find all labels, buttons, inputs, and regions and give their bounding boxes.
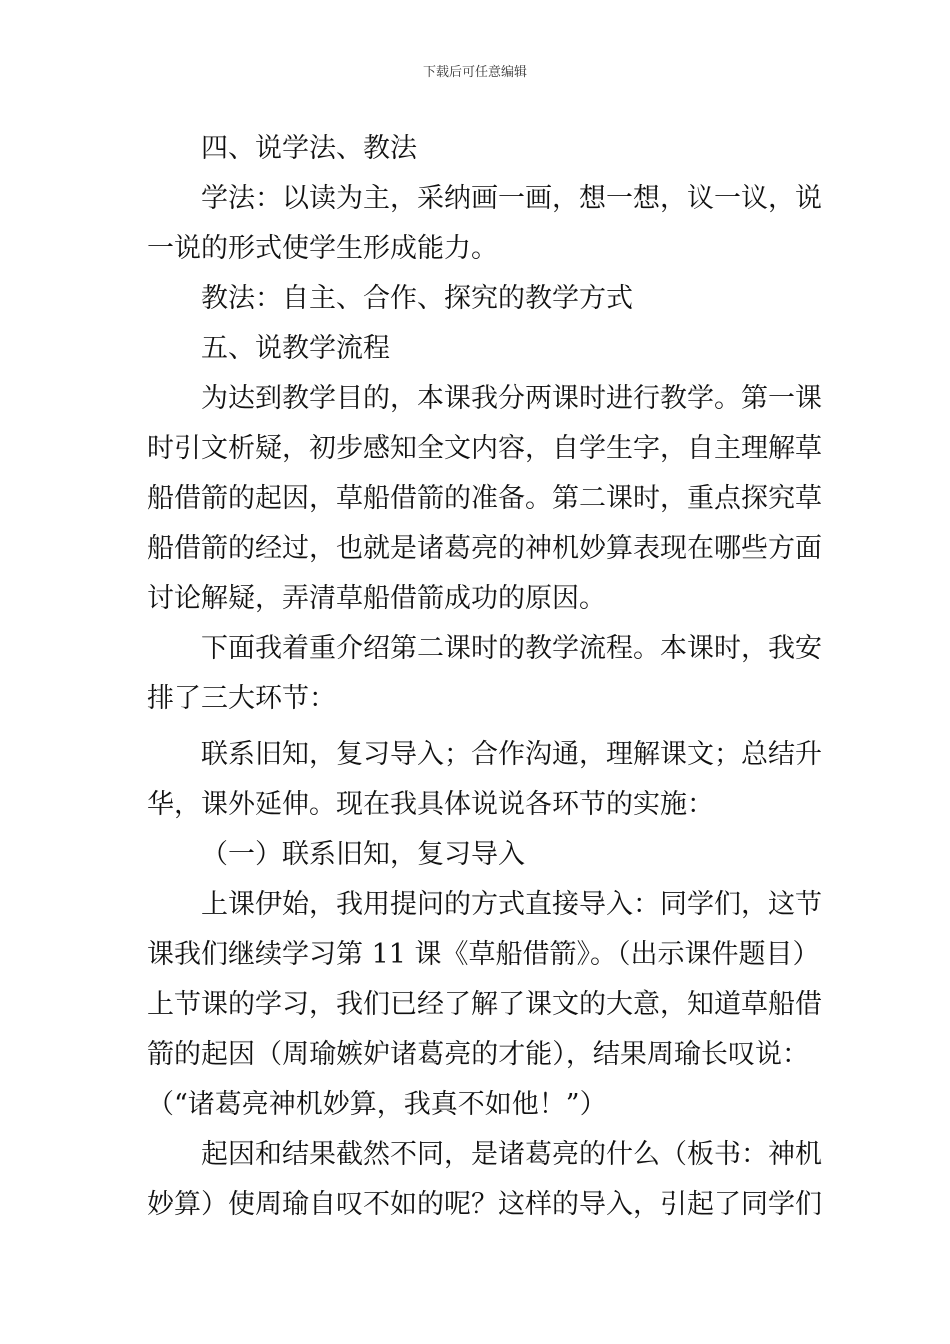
paragraph-line: 学法：以读为主，采纳画一画，想一想，议一议，说 [201,183,822,214]
paragraph-line: 上节课的学习，我们已经了解了课文的大意，知道草船借 [147,989,822,1020]
paragraph-line: 为达到教学目的，本课我分两课时进行教学。第一课 [201,383,822,414]
paragraph-line: 排了三大环节： [147,683,336,714]
paragraph-line: 箭的起因（周瑜嫉妒诸葛亮的才能），结果周瑜长叹说： [147,1039,809,1070]
subsection-heading-1: （一）联系旧知，复习导入 [201,839,525,870]
paragraph-line: 船借箭的起因，草船借箭的准备。第二课时，重点探究草 [147,483,822,514]
paragraph-line: 一说的形式使学生形成能力。 [147,233,498,264]
paragraph-line: 联系旧知，复习导入；合作沟通，理解课文；总结升 [201,739,822,770]
paragraph-line: 华，课外延伸。现在我具体说说各环节的实施： [147,789,714,820]
paragraph-line: 时引文析疑，初步感知全文内容，自学生字，自主理解草 [147,433,822,464]
paragraph-line: 课我们继续学习第 11 课《草船借箭》。（出示课件题目） [147,939,820,970]
paragraph-line: 妙算）使周瑜自叹不如的呢？这样的导入，引起了同学们 [147,1189,822,1220]
page-header-note: 下载后可任意编辑 [422,65,527,80]
document-body [147,124,822,1230]
paragraph-line: 起因和结果截然不同，是诸葛亮的什么（板书：神机 [201,1139,822,1170]
paragraph-line: 教法：自主、合作、探究的教学方式 [201,283,633,314]
paragraph-line: 讨论解疑，弄清草船借箭成功的原因。 [147,583,606,614]
paragraph-line: 船借箭的经过，也就是诸葛亮的神机妙算表现在哪些方面 [147,533,822,564]
section-heading-4: 四、说学法、教法 [201,133,417,164]
paragraph-line: 下面我着重介绍第二课时的教学流程。本课时，我安 [201,633,822,664]
paragraph-line: 上课伊始，我用提问的方式直接导入：同学们，这节 [201,889,822,920]
paragraph-line: （“诸葛亮神机妙算，我真不如他！”） [147,1089,607,1120]
section-heading-5: 五、说教学流程 [201,333,390,364]
